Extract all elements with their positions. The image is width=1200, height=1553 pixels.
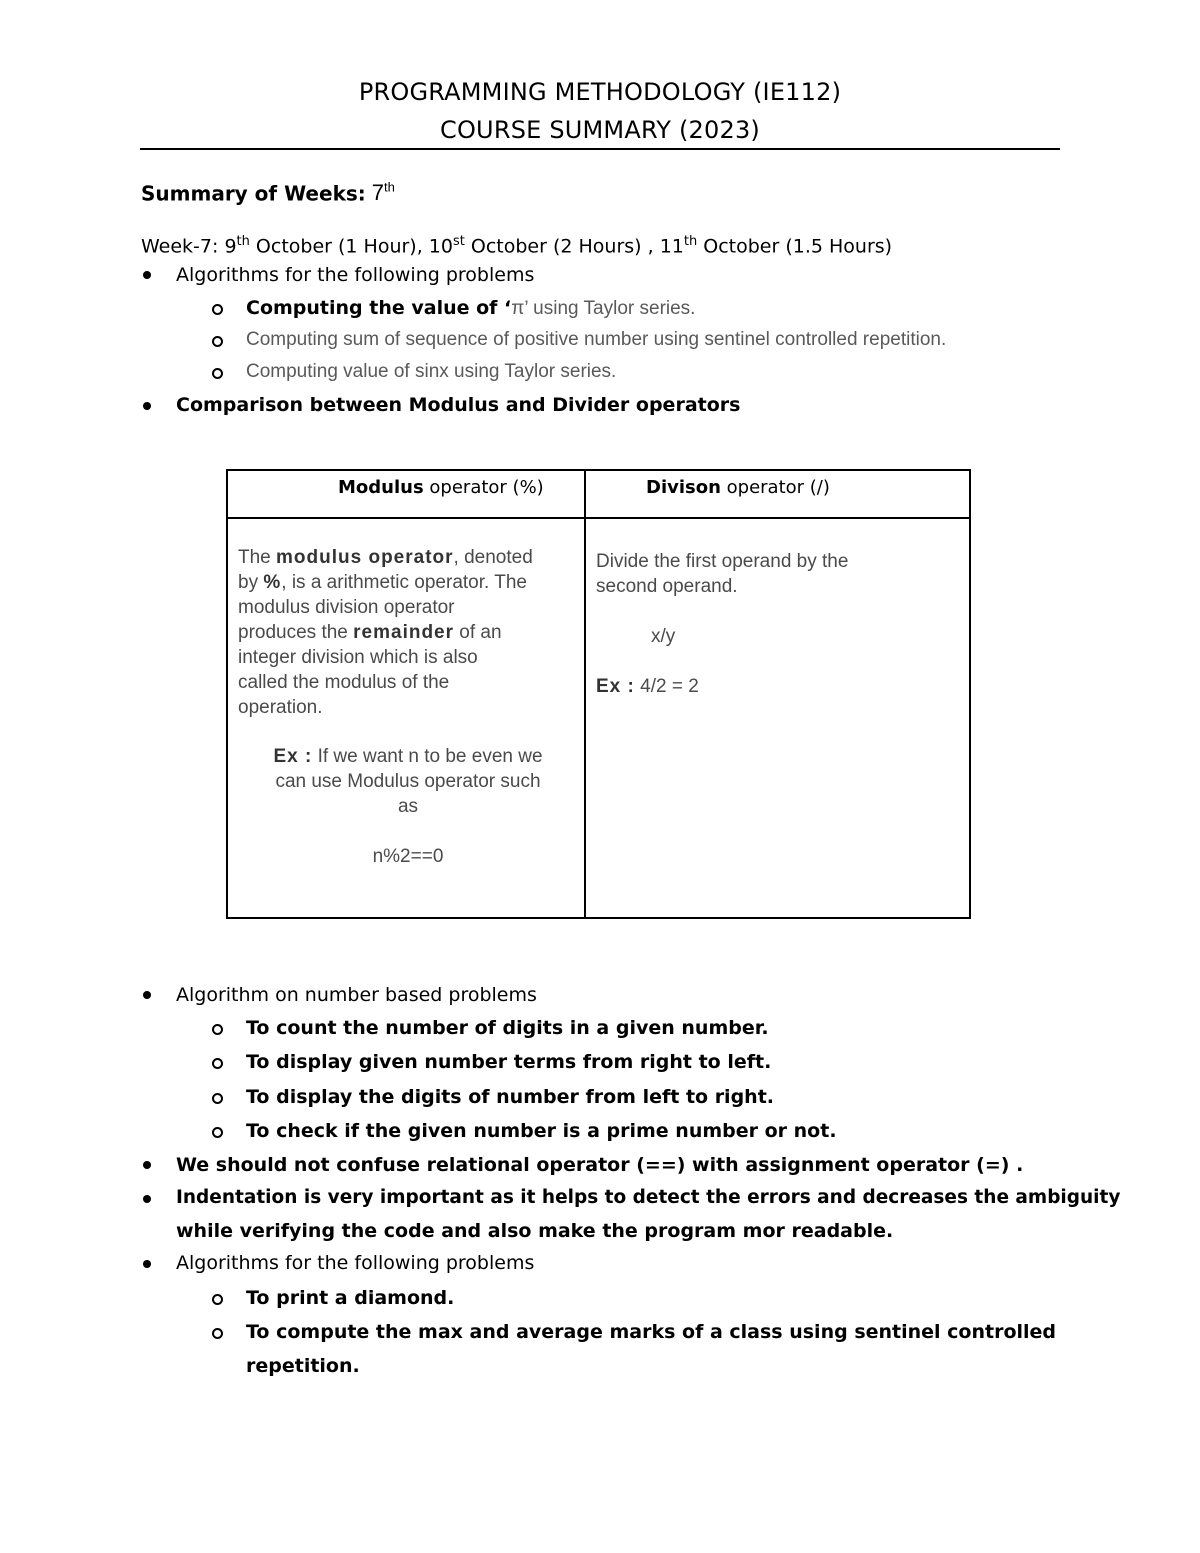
- sub-bullet-icon: [212, 1294, 223, 1305]
- sub-bullet-icon: [212, 1093, 223, 1104]
- bullet-icon: [143, 1161, 151, 1169]
- title-divider: [140, 148, 1060, 150]
- operator-confusion-note: We should not confuse relational operator (==) with assignment operator (=) .: [176, 1154, 1024, 1176]
- modulus-example-code: n%2==0: [372, 846, 444, 867]
- section6-item-1: To print a diamond.: [246, 1287, 455, 1309]
- section1-item-2: Computing sum of sequence of positive number using sentinel controlled repetition.: [246, 329, 947, 350]
- section6-item-2: To compute the max and average marks of a class using sentinel controlled: [246, 1321, 1057, 1343]
- bullet-icon: [143, 991, 151, 999]
- table-header-division: Divison operator (/): [646, 477, 830, 498]
- bullet-icon: [143, 1260, 151, 1268]
- section3-item-2: To display given number terms from right to left.: [246, 1051, 772, 1073]
- indentation-note-line1: Indentation is very important as it helps to detect the errors and decreases the ambiguity: [176, 1187, 1121, 1208]
- section6-heading: Algorithms for the following problems: [176, 1252, 535, 1274]
- section1-item-1: Computing the value of ‘π’ using Taylor series.: [246, 297, 696, 319]
- doc-title-line1: PROGRAMMING METHODOLOGY (IE112): [358, 78, 842, 106]
- sub-bullet-icon: [212, 1127, 223, 1138]
- summary-label: Summary of Weeks:: [141, 181, 366, 206]
- week-dates-line: Week-7: 9th October (1 Hour), 10st October (2 Hours) , 11th October (1.5 Hours): [141, 234, 893, 258]
- bullet-icon: [143, 402, 151, 410]
- sub-bullet-icon: [212, 1328, 223, 1339]
- section3-heading: Algorithm on number based problems: [176, 984, 537, 1006]
- modulus-example: Ex : If we want n to be even we can use Modulus operator such as n%2==0: [238, 744, 578, 869]
- sub-bullet-icon: [212, 368, 223, 379]
- sub-bullet-icon: [212, 304, 223, 315]
- section2-heading: Comparison between Modulus and Divider operators: [176, 394, 741, 416]
- section1-heading: Algorithms for the following problems: [176, 264, 535, 286]
- doc-title-line2: COURSE SUMMARY (2023): [440, 116, 760, 144]
- section3-item-4: To check if the given number is a prime number or not.: [246, 1120, 837, 1142]
- operator-comparison-table: [226, 469, 971, 919]
- section1-item-3: Computing value of sinx using Taylor series.: [246, 361, 617, 382]
- section3-item-1: To count the number of digits in a given number.: [246, 1017, 769, 1039]
- division-description: Divide the first operand by the second operand. x/y Ex : 4/2 = 2: [596, 549, 956, 699]
- indentation-note-line2: while verifying the code and also make the program mor readable.: [176, 1220, 894, 1242]
- table-header-modulus: Modulus operator (%): [338, 477, 544, 498]
- bullet-icon: [143, 271, 151, 279]
- sub-bullet-icon: [212, 1058, 223, 1069]
- section6-item-2-cont: repetition.: [246, 1355, 360, 1377]
- modulus-description: The modulus operator, denoted by %, is a arithmetic operator. The modulus division operator produces the remainder of an integer division which is also called the modulus of the operation.: [238, 547, 533, 718]
- bullet-icon: [143, 1195, 151, 1203]
- division-expression: x/y: [651, 626, 676, 647]
- section3-item-3: To display the digits of number from left to right.: [246, 1086, 775, 1108]
- sub-bullet-icon: [212, 336, 223, 347]
- summary-heading: [141, 180, 395, 206]
- summary-week-number: 7th: [371, 180, 395, 206]
- sub-bullet-icon: [212, 1024, 223, 1035]
